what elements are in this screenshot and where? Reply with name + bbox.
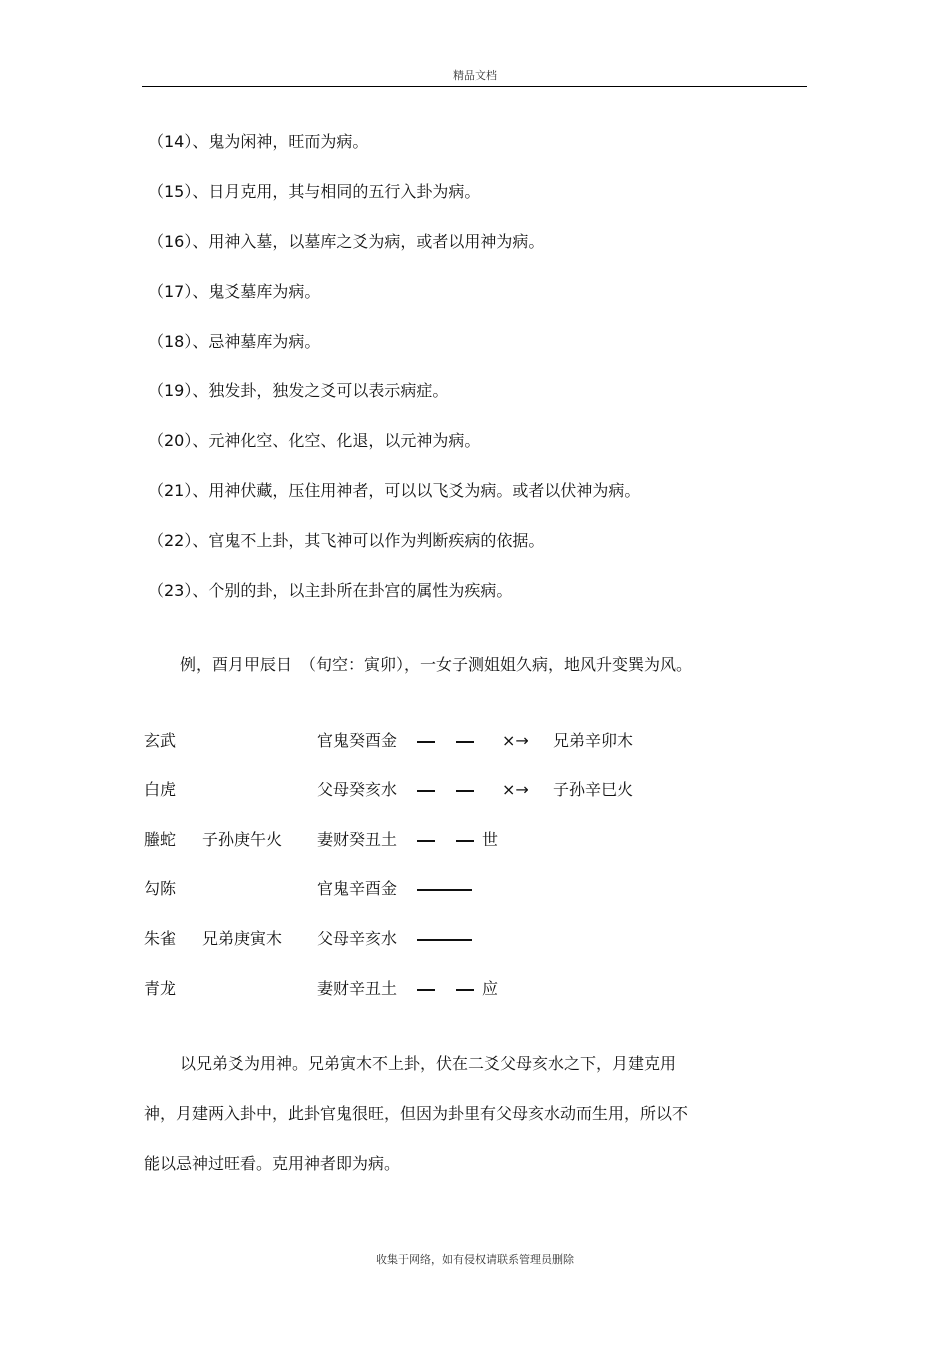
world-marker: 世 xyxy=(482,830,499,849)
six-god: 玄武 xyxy=(144,731,177,750)
yin-line-left xyxy=(417,790,435,792)
list-item: （22）、官鬼不上卦，其飞神可以作为判断疾病的依据。 xyxy=(148,531,545,550)
yin-line-right xyxy=(456,989,474,991)
changed-line-label: 子孙辛巳火 xyxy=(553,780,634,799)
changed-line-label: 兄弟辛卯木 xyxy=(553,731,634,750)
list-item: （19）、独发卦，独发之爻可以表示病症。 xyxy=(148,381,449,400)
hidden-spirit: 子孙庚午火 xyxy=(202,830,283,849)
moving-marker: ×→ xyxy=(502,731,529,750)
header-divider xyxy=(142,86,807,87)
yin-line-right xyxy=(456,790,474,792)
example-statement: 例，酉月甲辰日 （旬空：寅卯），一女子测姐姐久病，地风升变巽为风。 xyxy=(180,655,693,674)
response-marker: 应 xyxy=(482,979,499,998)
list-item: （20）、元神化空、化空、化退，以元神为病。 xyxy=(148,431,481,450)
hexagram-row xyxy=(0,878,950,902)
hexagram-row xyxy=(0,978,950,1002)
yang-line xyxy=(417,939,472,941)
six-god: 朱雀 xyxy=(144,929,177,948)
yin-line-left xyxy=(417,741,435,743)
six-god: 青龙 xyxy=(144,979,177,998)
six-god: 白虎 xyxy=(144,780,177,799)
line-label: 官鬼癸酉金 xyxy=(317,731,398,750)
list-item: （18）、忌神墓库为病。 xyxy=(148,332,321,351)
moving-marker: ×→ xyxy=(502,780,529,799)
hexagram-row xyxy=(0,779,950,803)
six-god: 勾陈 xyxy=(144,879,177,898)
yin-line-right xyxy=(456,840,474,842)
page-header: 精品文档 xyxy=(453,69,497,82)
analysis-paragraph: 神，月建两入卦中，此卦官鬼很旺，但因为卦里有父母亥水动而生用，所以不 xyxy=(144,1104,689,1123)
line-label: 妻财癸丑土 xyxy=(317,830,398,849)
hidden-spirit: 兄弟庚寅木 xyxy=(202,929,283,948)
analysis-paragraph: 以兄弟爻为用神。兄弟寅木不上卦，伏在二爻父母亥水之下，月建克用 xyxy=(180,1054,677,1073)
list-item: （15）、日月克用，其与相同的五行入卦为病。 xyxy=(148,182,481,201)
analysis-paragraph: 能以忌神过旺看。克用神者即为病。 xyxy=(144,1154,401,1173)
line-label: 官鬼辛酉金 xyxy=(317,879,398,898)
yin-line-right xyxy=(456,741,474,743)
hexagram-row xyxy=(0,928,950,952)
list-item: （23）、个别的卦，以主卦所在卦宫的属性为疾病。 xyxy=(148,581,513,600)
six-god: 螣蛇 xyxy=(144,830,177,849)
line-label: 妻财辛丑土 xyxy=(317,979,398,998)
line-label: 父母辛亥水 xyxy=(317,929,398,948)
yin-line-left xyxy=(417,840,435,842)
list-item: （14）、鬼为闲神，旺而为病。 xyxy=(148,132,369,151)
hexagram-row xyxy=(0,730,950,754)
list-item: （17）、鬼爻墓库为病。 xyxy=(148,282,321,301)
line-label: 父母癸亥水 xyxy=(317,780,398,799)
list-item: （16）、用神入墓，以墓库之爻为病，或者以用神为病。 xyxy=(148,232,545,251)
yin-line-left xyxy=(417,989,435,991)
yang-line xyxy=(417,889,472,891)
hexagram-row xyxy=(0,829,950,853)
list-item: （21）、用神伏藏，压住用神者，可以以飞爻为病。或者以伏神为病。 xyxy=(148,481,641,500)
page-footer: 收集于网络，如有侵权请联系管理员删除 xyxy=(376,1253,574,1266)
